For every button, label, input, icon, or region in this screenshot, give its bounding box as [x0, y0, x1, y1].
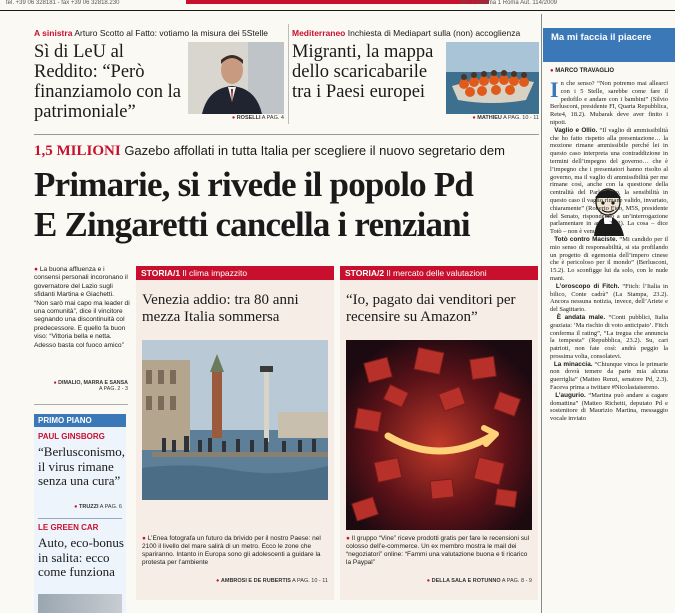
story-1-band-label: STORIA/1 [141, 268, 181, 278]
venice-photo-icon [142, 340, 328, 500]
story-2-photo [346, 340, 532, 530]
story-1-byline-page: A PAG. 10 - 11 [292, 578, 328, 584]
masthead-contact: tel. +39 06 328181 - fax +39 06 32818.230 [6, 0, 120, 6]
lead-pre-headline [34, 143, 505, 160]
story-2-caption: Il gruppo “Vine” riceve prodotti gratis per fare le recensioni sul colosso dell’e-commerce. Un ex membro mostra le mail dei “negoziatori” online: “Fammi una valutazione buona e ti ricarico la Paypal” [346, 535, 530, 566]
masthead-legal: Art. 1 comma 1 Roma Aut. 114/2009 [460, 0, 557, 6]
primo-item-1-byline-name: TRUZZI [78, 504, 99, 510]
teaser-divider [288, 24, 289, 124]
teaser-2-kicker-line [292, 28, 537, 38]
primo-divider [38, 518, 122, 519]
story-2-caption-block: ● Il gruppo “Vine” riceve prodotti gratis per fare le recensioni sul colosso dell’e-commerce. Un ex membro mostra le mail dei “negoziatori” online: “Fammi una valutazione buona e ti ricarico la Paypal” [346, 535, 530, 566]
story-1-photo [142, 340, 328, 500]
column-p2: “Mi candido per il mio senso di responsabilità, si sta profilando un progetto di egemonia dell’impero cinese che è pericoloso per il mondo” (Berlusconi, 15.2). Lo sconfigge lui da solo, con le nude mani. [550, 235, 669, 282]
teaser-bottom-rule [34, 134, 539, 135]
story-2-byline-name: DELLA SALA E ROTUNNO [431, 578, 501, 584]
column-p3-head: L’oroscopo di Fitch. [555, 282, 620, 290]
lead-headline-2[interactable]: E Zingaretti cancella i renziani [34, 205, 470, 244]
teaser-1-kicker-text: Arturo Scotto al Fatto: votiamo la misura dei 5Stelle [74, 28, 269, 38]
primo-item-1-title[interactable]: “Berlusconismo, il virus rimane senza una cura” [38, 444, 126, 488]
lead-summary: La buona affluenza e i consensi personali incoronano il governatore del Lazio sugli sfidanti Martina e Giachetti. “Non sarò mai capo ma leader di una comunità”, dice il vincitore segnando una discontinuità col predecessore. E quello fa buon viso: “Vittoria bella e netta. Adesso basta col fuoco amico” [34, 266, 130, 349]
lead-summary-block: ● La buona affluenza e i consensi personali incoronano il governatore del Lazio sugli sfidanti Martina e Giachetti. “Non sarò mai capo ma leader di una comunità”, dice il vincitore segnando una discontinuità col predecessore. E quello fa buon viso: “Vittoria bella e netta. Adesso basta col fuoco amico” [34, 266, 130, 349]
lead-byline: ● DIMALIO, MARRA E SANSA A PAG. 2 - 3 [53, 380, 128, 392]
teaser-1-photo [188, 42, 284, 114]
story-1-byline-name: AMBROSI E DE RUBERTIS [220, 578, 291, 584]
column-intro: n che senso? “Non potremo mai allearci con i 5 Stelle, sarebbe come fare il pedofilo e andare con i bambini” (Silvio Berlusconi, presidente FI, Quarta Repubblica, Rete4, 18.2). Mubarak deve aver finito i nipoti. [550, 80, 668, 126]
story-2-band-label: STORIA/2 [345, 268, 385, 278]
column-p1-head: Vaglio e Ollio. [554, 126, 598, 134]
teaser-1-byline-page: A PAG. 4 [261, 115, 284, 121]
lead-headline-1[interactable]: Primarie, si rivede il popolo Pd [34, 165, 474, 204]
teaser-2-byline-page: A PAG. 10 - 11 [503, 115, 539, 121]
teaser-1-headline[interactable]: Sì di LeU al Reddito: “Però finanziamolo con la patrimoniale” [34, 42, 181, 122]
story-2-band-text: Il mercato delle valutazioni [386, 268, 487, 278]
column-p1: “Il vaglio di ammissibilità che ho fatto rispetto alla presentazione… la mozione rimane ammissibile perché lei in questo caso interpreta una contraddizione in termini dell’impegno del governo… che è l’impegno che i presentatori hanno risolto al governo, ma il vaglio di ammissibilità per me rimane così, anche con la questione della centralità del Parlamento, la sensibilità in questo caso il vaglio rimane valido, invariato, chiaramente” (Roberto Fico, M5S, presidente del Senato, rispondendo a un’interrogazione parlamentare in aula, 24.2). La cosa – dice Totò – non è venuta chiara. [550, 126, 669, 236]
column-p5-head: La minaccia. [553, 360, 593, 368]
column-p5: “Chiunque vinca le primarie non dovrà temere da parte mia alcuna guerriglia” (Matteo Renzi, senatore Pd, 2.3). Faceva prima a twittare #Nicolastaisereno. [550, 360, 668, 392]
primo-item-2-title[interactable]: Auto, eco-bonus in salita: ecco come funziona [38, 535, 124, 579]
story-2-title[interactable]: “Io, pagato dai venditori per recensire su Amazon” [346, 292, 516, 325]
teaser-2-photo [446, 42, 539, 114]
story-2-byline: ● DELLA SALA E ROTUNNO A PAG. 8 - 9 [426, 578, 532, 584]
primo-item-1-kicker: PAUL GINSBORG [38, 432, 105, 441]
person-photo-icon [188, 42, 284, 114]
teaser-2-kicker-text: Inchiesta di Mediapart sulla (non) accoglienza [347, 28, 521, 38]
primo-item-1-byline-page: A PAG. 6 [99, 504, 122, 510]
column-p4-head: È andata male. [556, 313, 606, 321]
primo-item-1-byline: ● TRUZZI A PAG. 6 [74, 504, 122, 510]
teaser-1-byline-name: ROSELLI [236, 115, 261, 121]
story-1-byline: ● AMBROSI E DE RUBERTIS A PAG. 10 - 11 [216, 578, 328, 584]
column-band: Ma mi faccia il piacere [543, 28, 675, 62]
right-column-divider [541, 14, 542, 613]
top-rule [0, 10, 675, 11]
teaser-2-byline: ● MATHIEU A PAG. 10 - 11 [472, 115, 539, 121]
column-p2-head: Totò contro Maciste. [554, 235, 618, 243]
teaser-2-byline-name: MATHIEU [477, 115, 502, 121]
story-1-title[interactable]: Venezia addio: tra 80 anni mezza Italia sommersa [142, 292, 299, 325]
story-1-band [136, 266, 334, 280]
left-divider [34, 404, 128, 405]
teaser-1-byline: ● ROSELLI A PAG. 4 [231, 115, 284, 121]
story-1-caption: L’Enea fotografa un futuro da brivido per il nostro Paese: nel 2100 il livello del mare salirà di un metro. Ecco le zone che spariranno. Intanto in Europa sono gli adolescenti a guidare la protesta per l’ambiente [142, 535, 321, 566]
column-author: MARCO TRAVAGLIO [555, 68, 615, 74]
masthead-red-bar [186, 0, 489, 4]
migrant-boat-photo-icon [446, 42, 539, 114]
primo-item-2-photo [38, 594, 122, 613]
column-p3: “Fitch: l’Italia in bilico, Conte cadrà” (La Stampa, 23.2). Ancora nessuna notizia, invece, dell’Ariete e del Sagittario. [550, 282, 668, 314]
primo-piano-band: PRIMO PIANO [34, 414, 126, 427]
column-p6: “Martina può andare a cagare domattina” (Matteo Richetti, deputato Pd e sostenitore di Maurizio Martina, messaggio vocale inviato [550, 391, 668, 423]
column-p6-head: L’augurio. [555, 391, 586, 399]
story-1-band-text: Il clima impazzito [182, 268, 248, 278]
lead-pre-text: Gazebo affollati in tutta Italia per scegliere il nuovo segretario dem [124, 143, 505, 158]
column-dropcap: I [550, 77, 559, 102]
teaser-1-kicker-line [34, 28, 289, 38]
column-text [550, 77, 669, 423]
lead-byline-page: A PAG. 2 - 3 [98, 386, 128, 392]
primo-item-2-kicker: LE GREEN CAR [38, 523, 99, 532]
story-1-caption-block: ● L’Enea fotografa un futuro da brivido per il nostro Paese: nel 2100 il livello del mare salirà di un metro. Ecco le zone che spariranno. Intanto in Europa sono gli adolescenti a guidare la protesta per l’ambiente [142, 535, 321, 566]
column-author-line: ● MARCO TRAVAGLIO [550, 68, 615, 74]
lead-pre-figure: 1,5 MILIONI [34, 143, 121, 159]
amazon-boxes-photo-icon [346, 340, 532, 530]
teaser-2-headline[interactable]: Migranti, la mappa dello scaricabarile tra i Paesi europei [292, 42, 434, 102]
teaser-1-kicker: A sinistra [34, 28, 73, 38]
story-2-byline-page: A PAG. 8 - 9 [501, 578, 532, 584]
lead-byline-name: DIMALIO, MARRA E SANSA [58, 380, 128, 386]
column-p4: “Conti pubblici, Italia graziata: ‘Ma rischio di voto anticipato’. Fitch conferma il rating”, “La tregua che annuncia la tempesta” (Repubblica, 23.2). Su, cari patrioti, non fate così: andrà peggio la prossima volta, consolatevi. [550, 313, 669, 360]
story-2-band [340, 266, 538, 280]
teaser-2-kicker: Mediterraneo [292, 28, 346, 38]
